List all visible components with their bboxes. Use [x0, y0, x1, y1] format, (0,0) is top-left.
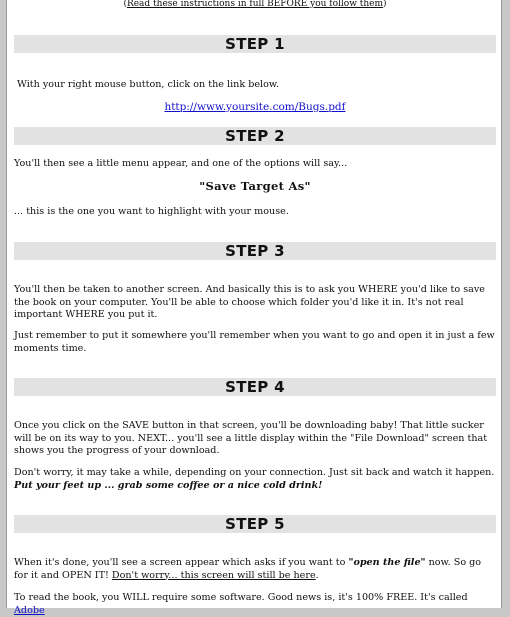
step-1-text: With your right mouse button, click on the link below. — [17, 79, 279, 90]
step-1-heading: STEP 1 — [14, 35, 496, 53]
step-5-text-b: now. So go for it and OPEN IT! — [14, 557, 482, 581]
step-5-heading: STEP 5 — [14, 515, 496, 533]
instructions-notice — [7, 0, 503, 9]
notice-open-paren: ( — [123, 0, 127, 9]
open-the-file-emphasis: "open the file" — [348, 557, 426, 568]
step-5-paragraph-2 — [14, 592, 496, 617]
step-5-paragraph-1 — [14, 557, 496, 582]
step-3-paragraph-1: You'll then be taken to another screen. And basically this is to ask you WHERE you'd like to save the book on your computer. You'll be able to choose which folder you'd like it in. It's not real important WHERE you put it. — [14, 284, 485, 320]
step-4-paragraph-2 — [14, 467, 496, 492]
step-5-text-a: When it's done, you'll see a screen appear which asks if you want to — [14, 557, 346, 568]
step-4-heading: STEP 4 — [14, 378, 496, 396]
document-page — [6, 0, 502, 616]
instructions-link[interactable]: Read these instructions in full BEFORE you follow them — [126, 0, 384, 9]
step-4-emphasis: Put your feet up ... grab some coffee or a nice cold drink! — [14, 479, 323, 491]
save-target-as-option: "Save Target As" — [199, 179, 311, 193]
step-2-heading: STEP 2 — [14, 127, 496, 145]
step-3-heading: STEP 3 — [14, 242, 496, 260]
step-3-paragraph-2: Just remember to put it somewhere you'll remember when you want to go and open it in just a few moments time. — [14, 330, 495, 354]
step-2-text: You'll then see a little menu appear, and one of the options will say... — [14, 158, 348, 169]
step-5-underlined-note: Don't worry... this screen will still be here — [111, 569, 316, 581]
step-4-plain-text: Don't worry, it may take a while, depending on your connection. Just sit back and watch it happen. — [14, 467, 495, 478]
step-5-software-text: To read the book, you WILL require some software. Good news is, it's 100% FREE. It's called — [14, 592, 468, 603]
step-1-link-row — [14, 101, 496, 115]
step-4-paragraph-1: Once you click on the SAVE button in that screen, you'll be downloading baby! That little sucker will be on its way to you. NEXT... you'll see a little display within the "File Download" screen that shows you the progress of your download. — [14, 420, 488, 456]
adobe-link[interactable]: Adobe — [14, 604, 45, 616]
step-2-after-text: ... this is the one you want to highlight with your mouse. — [14, 206, 289, 217]
notice-close-paren: ) — [383, 0, 387, 9]
step-5-period: . — [315, 569, 319, 581]
download-link[interactable]: http://www.yoursite.com/Bugs.pdf — [164, 101, 346, 113]
